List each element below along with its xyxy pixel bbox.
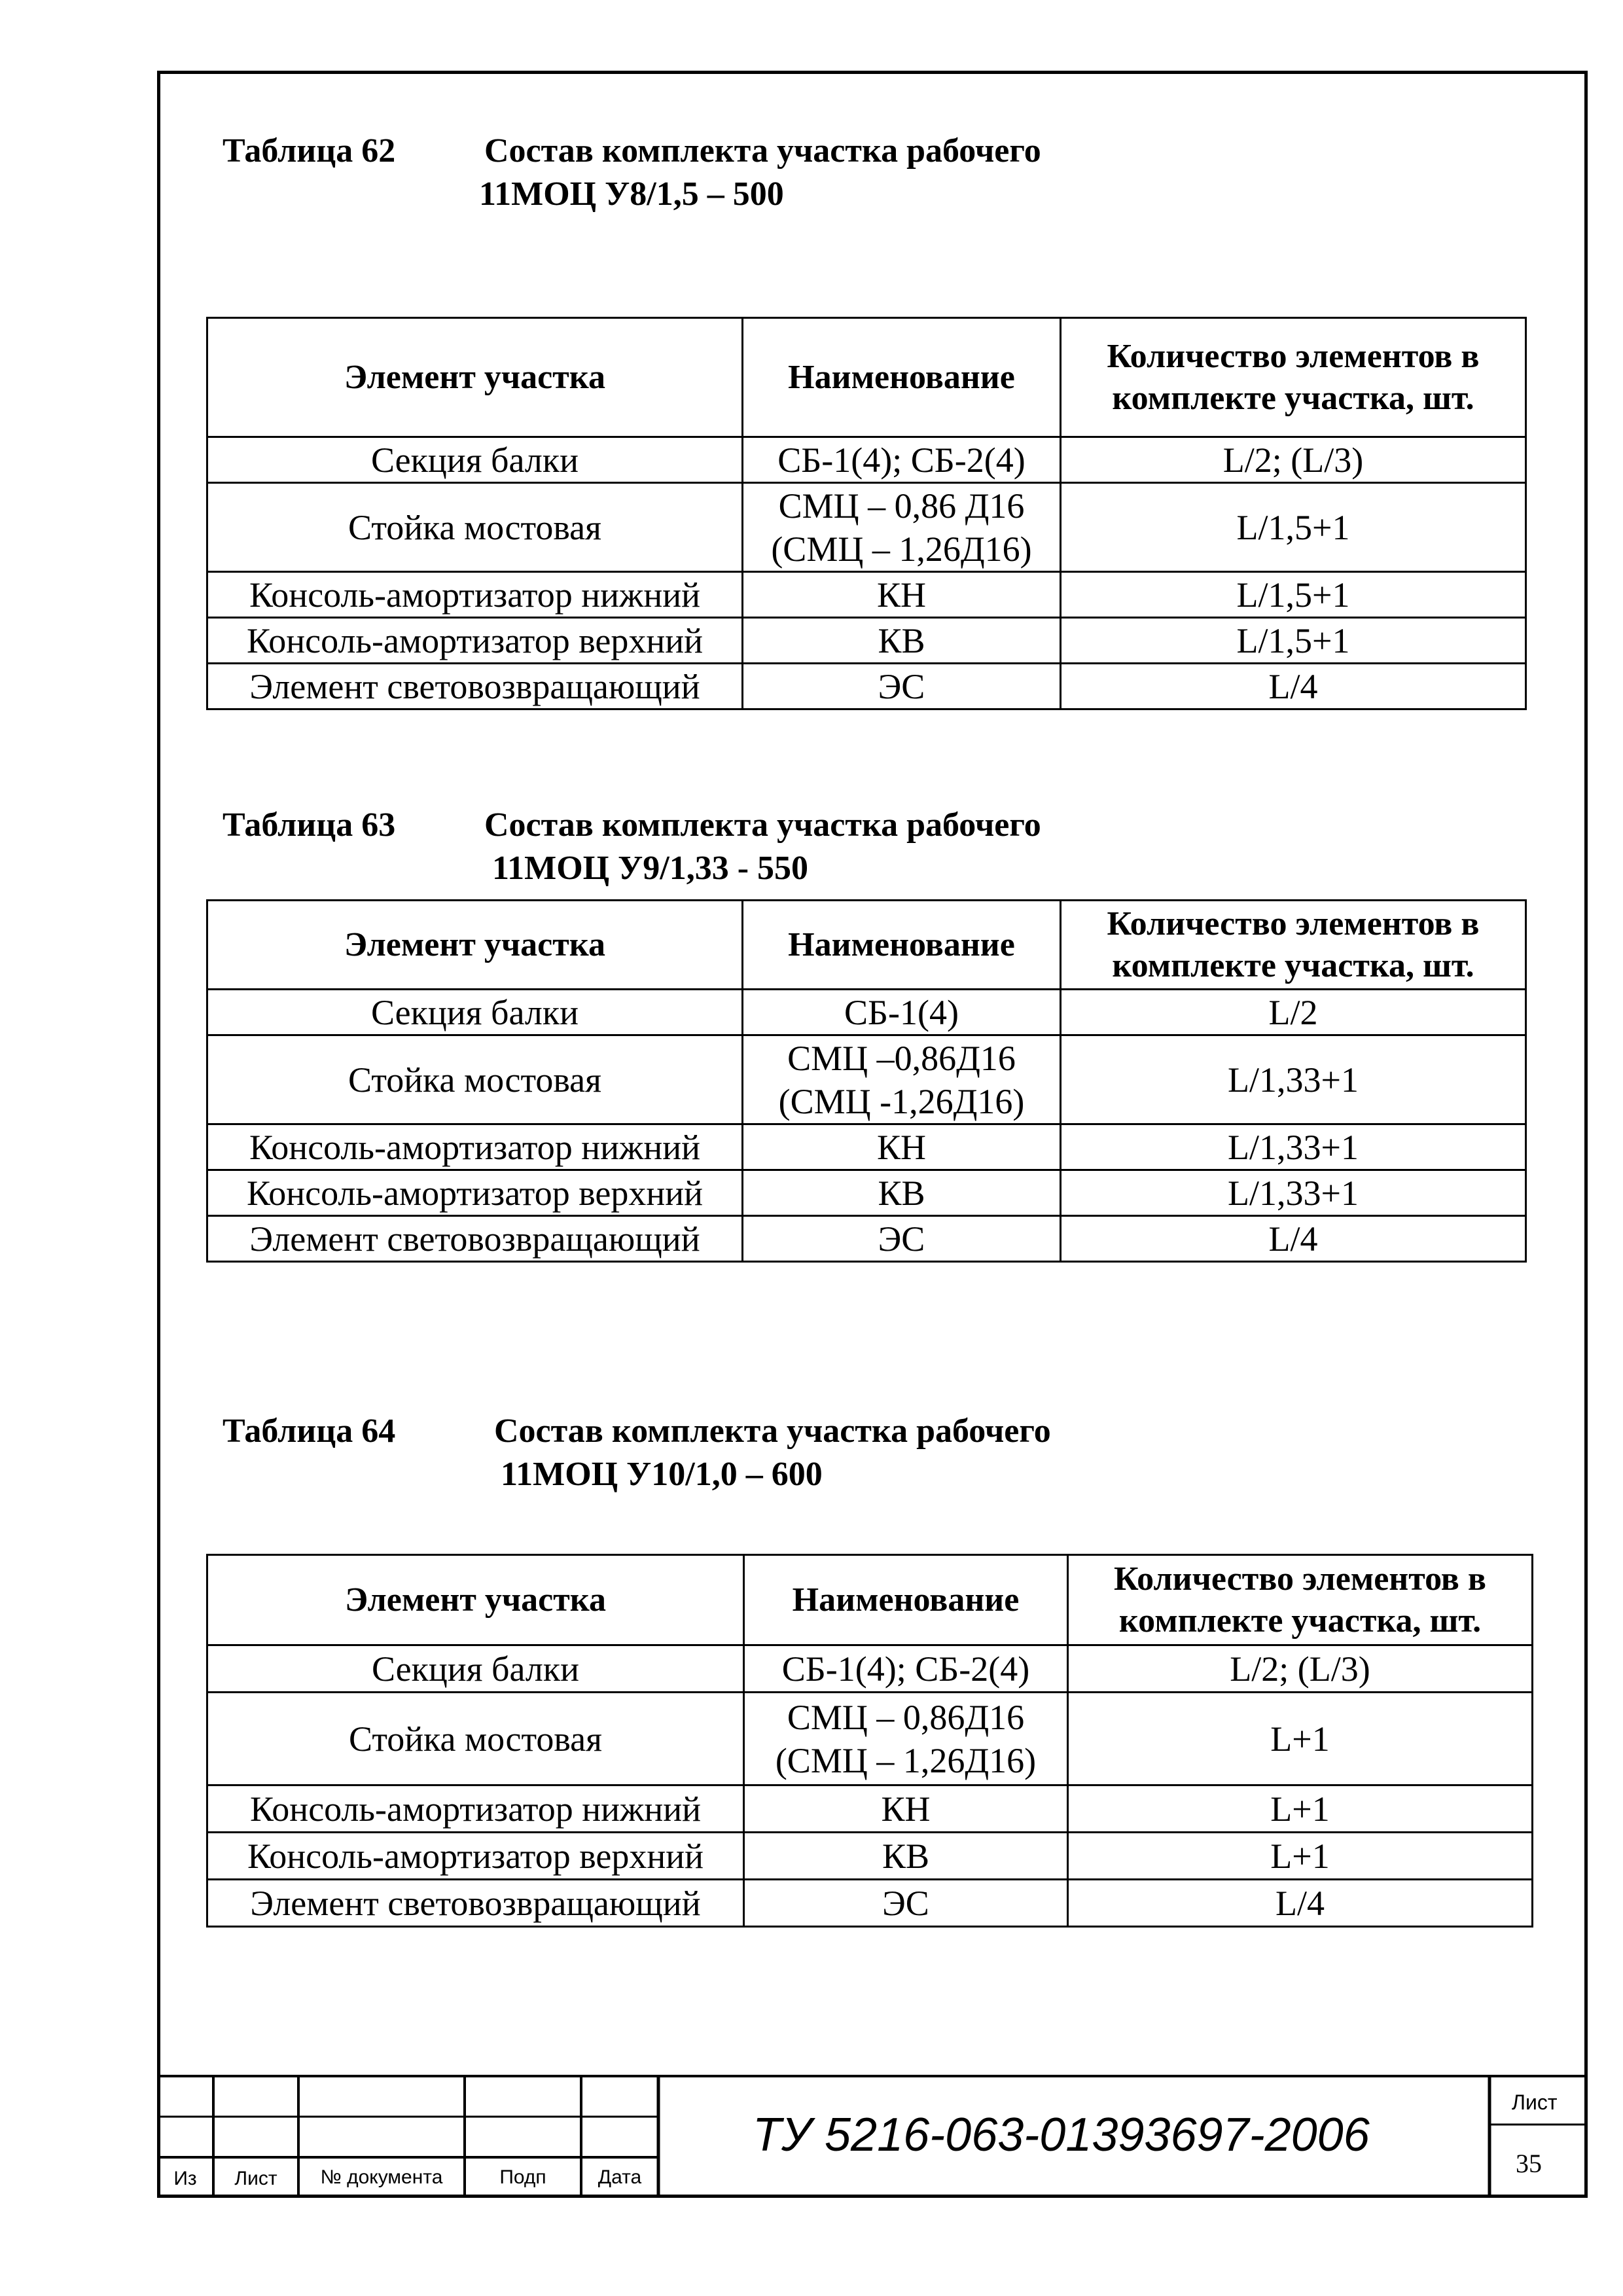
table-row: [207, 1693, 1533, 1785]
header-element: Элемент участка: [207, 1555, 744, 1645]
header-row: [207, 1555, 1533, 1645]
table-row: [207, 437, 1526, 483]
sheet-label: Лист: [1512, 2090, 1558, 2114]
cell-quantity: L+1: [1068, 1833, 1533, 1880]
table-title: Состав комплекта участка рабочего: [494, 1412, 1051, 1450]
header-element: Элемент участка: [207, 901, 743, 990]
cell-name: СМЦ –0,86Д16 (СМЦ -1,26Д16): [743, 1035, 1061, 1124]
stamp-label-iz: Из: [173, 2168, 197, 2189]
table-64: [206, 1554, 1533, 1928]
table-row: [207, 1124, 1526, 1170]
cell-element: Консоль-амортизатор верхний: [207, 618, 743, 664]
table-code: 11МОЦ У8/1,5 – 500: [479, 175, 784, 213]
cell-quantity: L/2; (L/3): [1068, 1645, 1533, 1693]
table-code: 11МОЦ У9/1,33 - 550: [492, 850, 809, 887]
cell-element: Секция балки: [207, 1645, 744, 1693]
cell-name: КН: [744, 1785, 1068, 1833]
cell-quantity: L/1,5+1: [1061, 483, 1526, 572]
header-quantity: Количество элементов в комплекте участка, шт.: [1061, 318, 1526, 437]
cell-element: Секция балки: [207, 990, 743, 1035]
cell-quantity: L/2; (L/3): [1061, 437, 1526, 483]
cell-quantity: L/1,5+1: [1061, 572, 1526, 618]
cell-name: СБ-1(4); СБ-2(4): [744, 1645, 1068, 1693]
sheet-number: 35: [1516, 2149, 1542, 2178]
table-row: [207, 990, 1526, 1035]
cell-element: Стойка мостовая: [207, 1035, 743, 1124]
table-63: [206, 899, 1527, 1263]
cell-quantity: L+1: [1068, 1785, 1533, 1833]
cell-quantity: L/2: [1061, 990, 1526, 1035]
cell-name: КН: [743, 572, 1061, 618]
header-row: [207, 318, 1526, 437]
header-name: Наименование: [744, 1555, 1068, 1645]
cell-name: СБ-1(4): [743, 990, 1061, 1035]
header-name: Наименование: [743, 318, 1061, 437]
table-62-caption: [223, 130, 1204, 221]
cell-quantity: L/4: [1061, 664, 1526, 709]
cell-element: Консоль-амортизатор нижний: [207, 1124, 743, 1170]
stamp-label-list: Лист: [234, 2168, 277, 2189]
cell-name: СМЦ – 0,86Д16 (СМЦ – 1,26Д16): [744, 1693, 1068, 1785]
table-row: [207, 1880, 1533, 1927]
table-row: [207, 618, 1526, 664]
cell-element: Консоль-амортизатор нижний: [207, 1785, 744, 1833]
header-row: [207, 901, 1526, 990]
cell-element: Стойка мостовая: [207, 483, 743, 572]
table-row: [207, 572, 1526, 618]
table-number: Таблица 62: [223, 132, 396, 170]
cell-element: Элемент световозвращающий: [207, 1216, 743, 1262]
cell-name: ЭС: [743, 664, 1061, 709]
table-row: [207, 1785, 1533, 1833]
cell-element: Элемент световозвращающий: [207, 1880, 744, 1927]
cell-name: КВ: [743, 1170, 1061, 1216]
stamp-label-document: № документа: [320, 2166, 443, 2188]
header-name: Наименование: [743, 901, 1061, 990]
table-title: Состав комплекта участка рабочего: [484, 806, 1041, 844]
table-row: [207, 1833, 1533, 1880]
table-row: [207, 1170, 1526, 1216]
stamp-label-data: Дата: [597, 2166, 642, 2188]
cell-name: КН: [743, 1124, 1061, 1170]
table-row: [207, 1035, 1526, 1124]
cell-element: Консоль-амортизатор верхний: [207, 1833, 744, 1880]
cell-quantity: L/1,33+1: [1061, 1035, 1526, 1124]
table-row: [207, 1645, 1533, 1693]
stamp-label-podp: Подп: [499, 2166, 546, 2188]
cell-element: Консоль-амортизатор верхний: [207, 1170, 743, 1216]
cell-name: КВ: [744, 1833, 1068, 1880]
cell-name: КВ: [743, 618, 1061, 664]
cell-quantity: L/1,33+1: [1061, 1124, 1526, 1170]
header-quantity: Количество элементов в комплекте участка, шт.: [1061, 901, 1526, 990]
cell-name: СМЦ – 0,86 Д16 (СМЦ – 1,26Д16): [743, 483, 1061, 572]
cell-quantity: L/1,5+1: [1061, 618, 1526, 664]
table-title: Состав комплекта участка рабочего: [484, 132, 1041, 170]
table-62: [206, 317, 1527, 710]
table-number: Таблица 63: [223, 806, 396, 844]
header-element: Элемент участка: [207, 318, 743, 437]
document-number: ТУ 5216-063-01393697-2006: [753, 2109, 1370, 2161]
table-64-caption: [223, 1410, 1204, 1501]
table-row: [207, 664, 1526, 709]
table-63-caption: [223, 804, 1204, 895]
cell-element: Элемент световозвращающий: [207, 664, 743, 709]
cell-element: Секция балки: [207, 437, 743, 483]
cell-quantity: L/1,33+1: [1061, 1170, 1526, 1216]
table-row: [207, 1216, 1526, 1262]
cell-quantity: L/4: [1068, 1880, 1533, 1927]
cell-element: Консоль-амортизатор нижний: [207, 572, 743, 618]
title-block: [157, 2075, 1588, 2198]
cell-element: Стойка мостовая: [207, 1693, 744, 1785]
table-row: [207, 483, 1526, 572]
table-number: Таблица 64: [223, 1412, 396, 1450]
table-code: 11МОЦ У10/1,0 – 600: [501, 1456, 823, 1493]
cell-quantity: L/4: [1061, 1216, 1526, 1262]
header-quantity: Количество элементов в комплекте участка, шт.: [1068, 1555, 1533, 1645]
cell-name: СБ-1(4); СБ-2(4): [743, 437, 1061, 483]
cell-name: ЭС: [744, 1880, 1068, 1927]
cell-quantity: L+1: [1068, 1693, 1533, 1785]
cell-name: ЭС: [743, 1216, 1061, 1262]
